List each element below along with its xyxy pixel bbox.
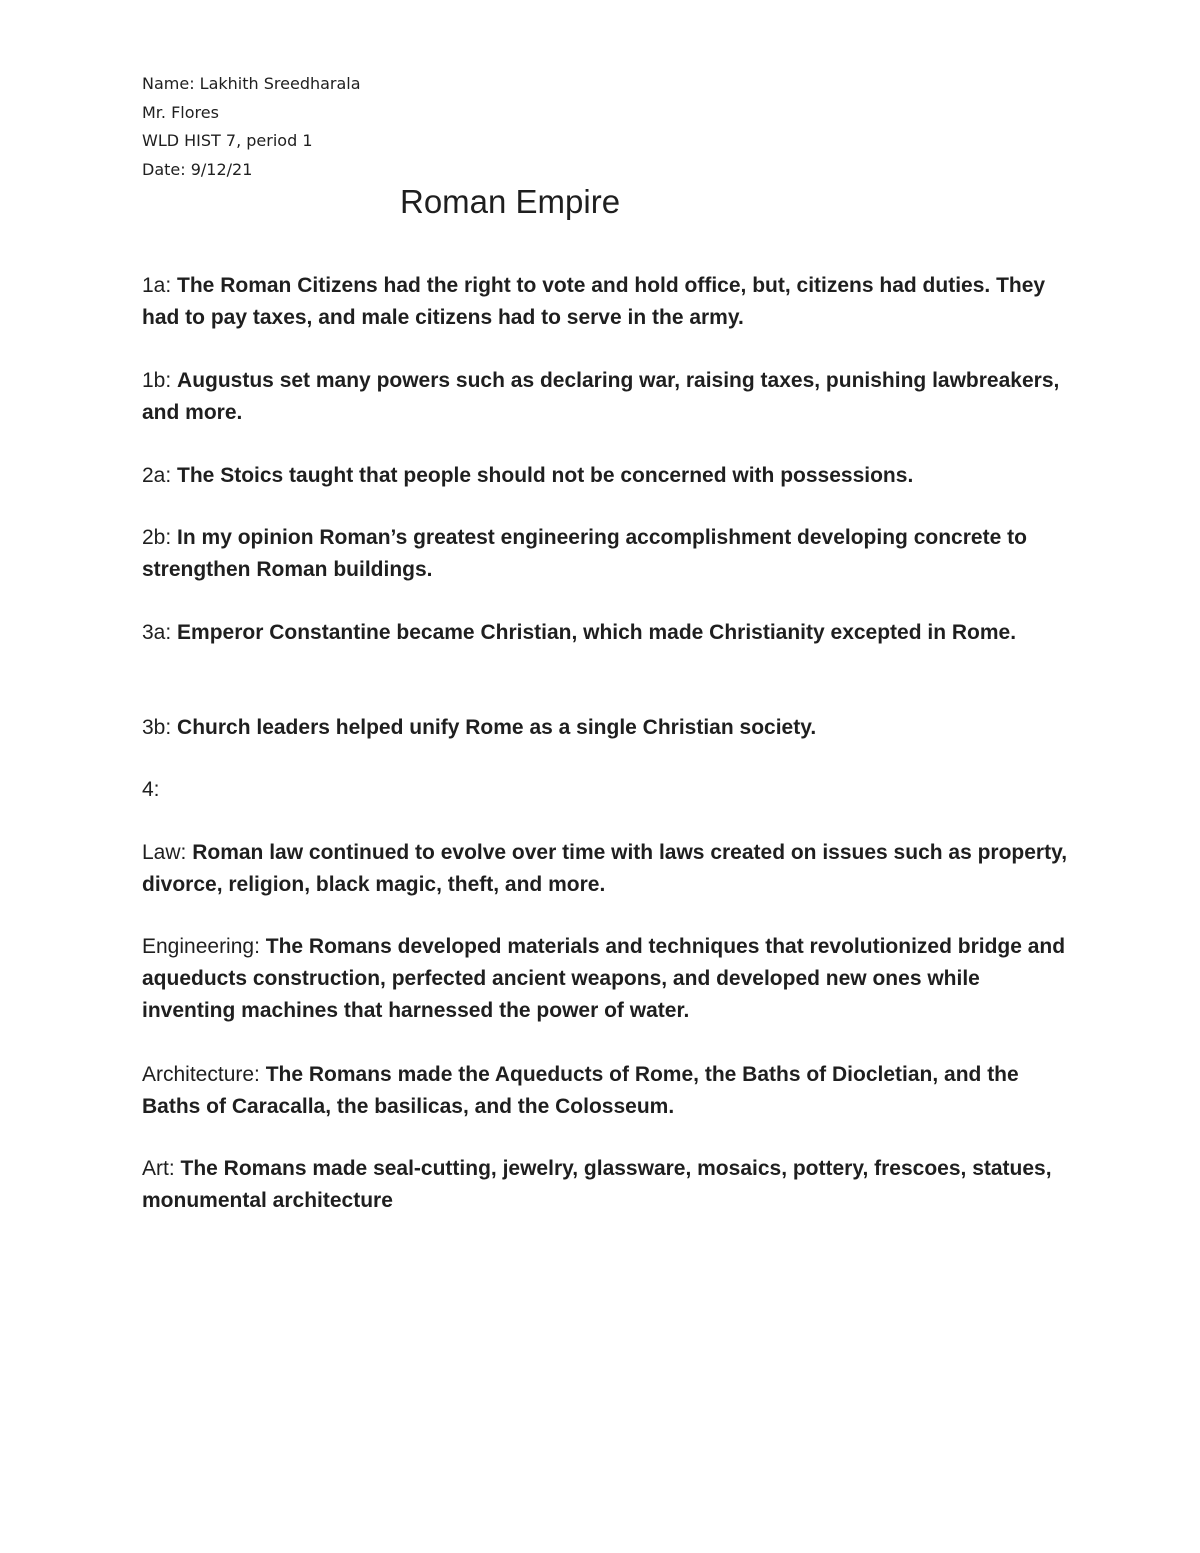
answer-text: The Roman Citizens had the right to vote and hold office, but, citizens had duties. They had to pay taxes, and male citizens had to serve in the army. <box>142 274 1046 329</box>
answer-text: Roman law continued to evolve over time with laws created on issues such as property, divorce, religion, black magic, theft, and more. <box>142 841 1068 896</box>
answer-text: In my opinion Roman’s greatest engineering accomplishment developing concrete to strengthen Roman buildings. <box>142 526 1027 581</box>
answer-3a <box>142 617 1072 649</box>
student-name: Name: Lakhith Sreedharala <box>142 74 361 93</box>
question-label: 2b: <box>142 526 178 549</box>
topic-label: Law: <box>142 841 193 864</box>
answer-engineering <box>142 931 1072 1027</box>
answer-law <box>142 837 1072 901</box>
question-label: 1a: <box>142 274 178 297</box>
topic-label: Architecture: <box>142 1063 266 1086</box>
answer-1b <box>142 365 1072 429</box>
page-title: Roman Empire <box>400 183 621 220</box>
answer-text: The Romans developed materials and techniques that revolutionized bridge and aqueducts construction, perfected ancient weapons, and developed new ones while inventing machines that harnessed the power of water. <box>142 935 1066 1022</box>
answer-text: The Stoics taught that people should not be concerned with possessions. <box>177 464 914 487</box>
answer-1a <box>142 270 1072 334</box>
question-label: 3a: <box>142 621 178 644</box>
student-header <box>142 70 642 184</box>
question-label: 4: <box>142 778 160 801</box>
answer-text: Emperor Constantine became Christian, which made Christianity excepted in Rome. <box>177 621 1017 644</box>
teacher-name: Mr. Flores <box>142 102 219 122</box>
answer-text: The Romans made the Aqueducts of Rome, the Baths of Diocletian, and the Baths of Caracalla, the basilicas, and the Colosseum. <box>142 1063 1019 1118</box>
topic-label: Art: <box>142 1157 181 1180</box>
question-label: 1b: <box>142 369 178 392</box>
answer-text: The Romans made seal-cutting, jewelry, glassware, mosaics, pottery, frescoes, statues, monumental architecture <box>142 1157 1052 1212</box>
answer-text: Augustus set many powers such as declaring war, raising taxes, punishing lawbreakers, and more. <box>142 369 1060 424</box>
answer-2a <box>142 460 1072 492</box>
answer-4 <box>142 774 1072 806</box>
class-period: WLD HIST 7, period 1 <box>142 131 313 150</box>
answer-art <box>142 1153 1072 1217</box>
question-label: 2a: <box>142 464 178 487</box>
answer-architecture <box>142 1059 1072 1123</box>
question-label: 3b: <box>142 716 178 739</box>
answer-text: Church leaders helped unify Rome as a single Christian society. <box>177 716 817 739</box>
answer-2b <box>142 522 1072 586</box>
topic-label: Engineering: <box>142 935 266 958</box>
answer-3b <box>142 712 1072 744</box>
assignment-date: Date: 9/12/21 <box>142 159 253 179</box>
